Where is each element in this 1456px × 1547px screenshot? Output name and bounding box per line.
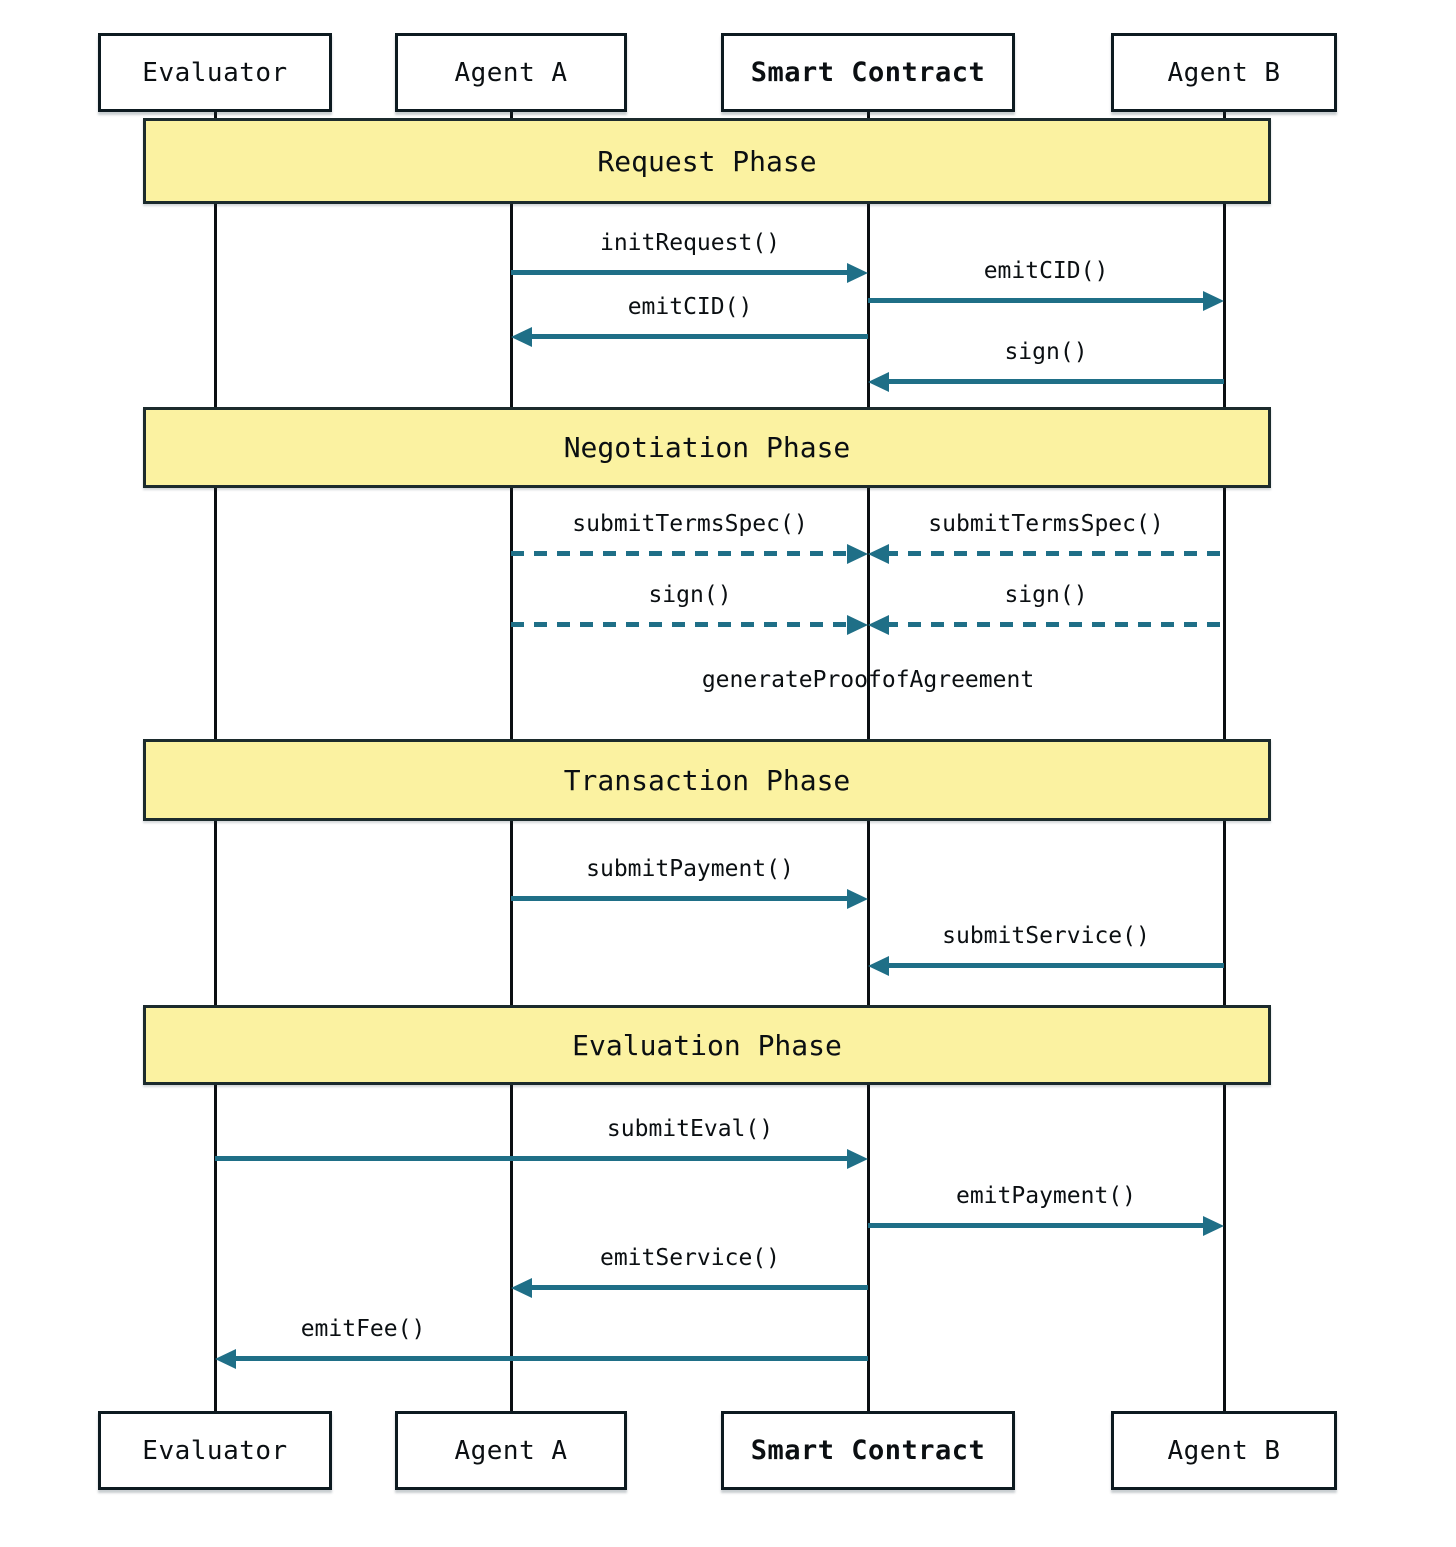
phase-banner-transaction-phase [143,739,1271,821]
actor-label: Agent B [1167,57,1281,88]
phase-banner-request-phase [143,118,1271,204]
arrowhead-right-icon [1203,291,1224,311]
message-label-emitservice-: emitService() [599,1245,781,1271]
arrowhead-left-icon [868,615,889,635]
message-line-submiteval- [215,1156,851,1161]
message-label-submittermsspec-: submitTermsSpec() [928,511,1164,537]
message-label-emitcid-: emitCID() [983,258,1109,284]
arrowhead-right-icon [847,615,868,635]
message-line-sign- [511,622,851,627]
message-label-submiteval-: submitEval() [606,1116,774,1142]
message-line-emitpayment- [868,1223,1207,1228]
message-label-submitservice-: submitService() [942,923,1150,949]
actor-box-smart-contract-top [721,33,1015,112]
actor-box-agent-a-bottom [395,1411,627,1490]
message-label-sign-: sign() [648,582,732,608]
actor-label: Agent B [1167,1435,1281,1466]
phase-banner-negotiation-phase [143,407,1271,488]
arrowhead-right-icon [847,889,868,909]
message-line-submitservice- [885,963,1224,968]
message-line-submitpayment- [511,896,851,901]
message-line-emitservice- [528,1285,868,1290]
actor-box-agent-b-bottom [1111,1411,1337,1490]
message-label-emitcid-: emitCID() [627,294,753,320]
message-line-sign- [885,622,1224,627]
phase-label: Request Phase [597,144,817,178]
phase-label: Negotiation Phase [563,431,851,464]
actor-box-evaluator-top [98,33,332,112]
arrowhead-right-icon [847,263,868,283]
message-label-submittermsspec-: submitTermsSpec() [572,511,808,537]
actor-label: Agent A [454,1435,568,1466]
message-line-submittermsspec- [885,551,1224,556]
message-label-initrequest-: initRequest() [599,230,781,256]
message-line-submittermsspec- [511,551,851,556]
message-label-emitfee-: emitFee() [300,1316,426,1342]
arrowhead-left-icon [511,327,532,347]
message-label-submitpayment-: submitPayment() [586,856,794,882]
arrowhead-left-icon [215,1349,236,1369]
message-label-generateproofofagreement: generateProofofAgreement [701,667,1035,693]
phase-label: Transaction Phase [563,763,851,797]
message-line-emitcid- [868,298,1207,303]
arrowhead-left-icon [868,956,889,976]
message-line-sign- [885,379,1224,384]
message-line-emitfee- [232,1356,868,1361]
phase-label: Evaluation Phase [572,1028,842,1062]
actor-box-smart-contract-bottom [721,1411,1015,1490]
arrowhead-left-icon [868,372,889,392]
arrowhead-right-icon [1203,1216,1224,1236]
message-label-sign-: sign() [1004,582,1088,608]
arrowhead-left-icon [868,544,889,564]
message-line-initrequest- [511,270,851,275]
actor-label: Agent A [454,57,568,88]
arrowhead-right-icon [847,544,868,564]
message-line-emitcid- [528,334,868,339]
actor-box-agent-b-top [1111,33,1337,112]
actor-label: Evaluator [142,57,288,88]
actor-box-agent-a-top [395,33,627,112]
actor-label: Smart Contract [750,57,986,88]
phase-banner-evaluation-phase [143,1005,1271,1085]
actor-label: Evaluator [142,1435,288,1466]
actor-label: Smart Contract [750,1435,986,1466]
message-label-sign-: sign() [1004,339,1088,365]
arrowhead-left-icon [511,1278,532,1298]
actor-box-evaluator-bottom [98,1411,332,1490]
arrowhead-right-icon [847,1149,868,1169]
message-label-emitpayment-: emitPayment() [955,1183,1137,1209]
